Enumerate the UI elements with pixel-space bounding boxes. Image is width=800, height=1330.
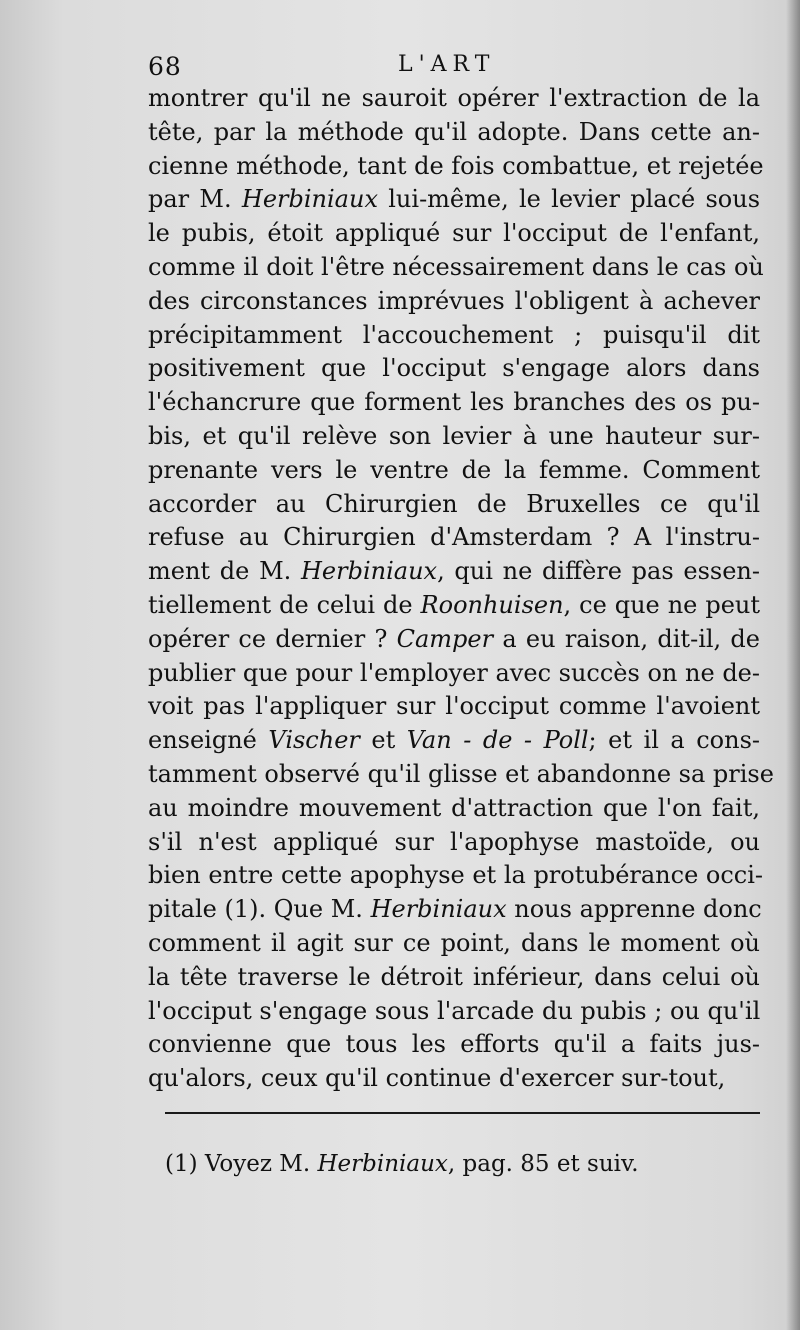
italic-segment: Herbiniaux bbox=[370, 895, 507, 924]
text-segment: lui-même, le levier placé sous bbox=[377, 185, 761, 214]
text-line bbox=[148, 217, 760, 251]
text-segment: bis, et qu'il relève son levier à une hauteur sur- bbox=[148, 421, 760, 450]
text-segment: publier que pour l'employer avec succès on ne de- bbox=[148, 658, 760, 687]
text-line bbox=[148, 859, 764, 893]
text-line bbox=[148, 82, 760, 116]
text-line bbox=[148, 826, 760, 860]
text-segment: ment de M. bbox=[148, 557, 301, 586]
text-segment: opérer ce dernier ? bbox=[148, 624, 397, 653]
text-line bbox=[148, 319, 760, 353]
text-segment: enseigné bbox=[148, 726, 269, 755]
text-segment: ; et il a cons- bbox=[588, 726, 761, 755]
text-segment: voit pas l'appliquer sur l'occiput comme l'avoient bbox=[148, 692, 760, 721]
text-segment: , qui ne diffère pas essen- bbox=[437, 557, 760, 586]
italic-segment: Roonhuisen bbox=[420, 590, 564, 619]
italic-segment: Van - de - Poll bbox=[406, 726, 589, 755]
footnote-rule bbox=[165, 1112, 760, 1114]
text-line bbox=[148, 420, 760, 454]
text-segment: la tête traverse le détroit inférieur, dans celui où bbox=[148, 962, 760, 991]
text-line bbox=[148, 1062, 760, 1096]
footnote-text-before: Voyez M. bbox=[197, 1151, 318, 1177]
text-line bbox=[148, 657, 760, 691]
text-line bbox=[148, 690, 760, 724]
text-line bbox=[148, 454, 760, 488]
footnote-marker: (1) bbox=[165, 1151, 198, 1177]
text-segment: l'occiput s'engage sous l'arcade du pubis ; ou qu'il bbox=[148, 996, 761, 1025]
text-line bbox=[148, 758, 774, 792]
text-line bbox=[148, 285, 760, 319]
page-edge-shadow bbox=[786, 0, 800, 1330]
text-segment: a eu raison, dit-il, de bbox=[493, 624, 761, 653]
text-segment: bien entre cette apophyse et la protubérance occi- bbox=[148, 861, 764, 890]
text-line bbox=[148, 589, 760, 623]
text-line bbox=[148, 623, 760, 657]
text-segment: tête, par la méthode qu'il adopte. Dans cette an- bbox=[148, 117, 760, 146]
text-segment: pitale (1). Que M. bbox=[148, 895, 371, 924]
text-segment: accorder au Chirurgien de Bruxelles ce qu'il bbox=[148, 489, 760, 518]
text-line bbox=[148, 961, 760, 995]
italic-segment: Camper bbox=[396, 624, 494, 653]
footnote-italic-name: Herbiniaux bbox=[317, 1151, 448, 1177]
text-line bbox=[148, 251, 764, 285]
text-line bbox=[148, 183, 760, 217]
text-segment: refuse au Chirurgien d'Amsterdam ? A l'instru- bbox=[148, 523, 760, 552]
text-line bbox=[148, 116, 760, 150]
text-segment: précipitamment l'accouchement ; puisqu'il dit bbox=[148, 320, 760, 349]
text-line bbox=[148, 555, 760, 589]
text-segment: comment il agit sur ce point, dans le moment où bbox=[148, 928, 760, 957]
text-segment: , ce que ne peut bbox=[563, 590, 760, 619]
text-line bbox=[148, 352, 760, 386]
body-text bbox=[148, 82, 774, 1096]
page-number: 68 bbox=[148, 52, 182, 81]
text-segment: nous apprenne donc bbox=[506, 895, 762, 924]
text-segment: tiellement de celui de bbox=[148, 590, 421, 619]
text-segment: cienne méthode, tant de fois combattue, et rejetée bbox=[148, 151, 764, 180]
text-line bbox=[148, 995, 760, 1029]
text-segment: s'il n'est appliqué sur l'apophyse mastoïde, ou bbox=[148, 827, 760, 856]
footnote bbox=[165, 1147, 765, 1181]
text-segment: des circonstances imprévues l'obligent à achever bbox=[148, 286, 760, 315]
text-segment: comme il doit l'être nécessairement dans le cas où bbox=[148, 252, 764, 281]
italic-segment: Herbiniaux bbox=[241, 185, 378, 214]
text-segment: le pubis, étoit appliqué sur l'occiput de l'enfant, bbox=[148, 219, 760, 248]
text-line bbox=[148, 386, 760, 420]
text-line bbox=[148, 521, 760, 555]
text-segment: tamment observé qu'il glisse et abandonne sa prise bbox=[148, 759, 774, 788]
text-line bbox=[148, 1028, 760, 1062]
text-line bbox=[148, 792, 760, 826]
text-line bbox=[148, 927, 760, 961]
text-segment: qu'alors, ceux qu'il continue d'exercer sur-tout, bbox=[148, 1064, 726, 1093]
text-segment: montrer qu'il ne sauroit opérer l'extraction de la bbox=[148, 84, 760, 112]
text-segment: au moindre mouvement d'attraction que l'on fait, bbox=[148, 793, 760, 822]
text-segment: positivement que l'occiput s'engage alors dans bbox=[148, 354, 760, 383]
text-segment: convienne que tous les efforts qu'il a faits jus- bbox=[148, 1030, 760, 1059]
text-segment: prenante vers le ventre de la femme. Comment bbox=[148, 455, 760, 484]
text-segment: l'échancrure que forment les branches des os pu- bbox=[148, 388, 760, 417]
italic-segment: Vischer bbox=[268, 726, 360, 755]
footnote-text-after: , pag. 85 et suiv. bbox=[447, 1151, 639, 1177]
text-segment: et bbox=[359, 726, 407, 755]
text-segment: par M. bbox=[148, 185, 242, 214]
italic-segment: Herbiniaux bbox=[300, 557, 438, 586]
running-title: L'ART bbox=[398, 52, 496, 77]
text-line bbox=[148, 488, 760, 522]
text-line bbox=[148, 724, 760, 758]
text-line bbox=[148, 150, 764, 184]
text-line bbox=[148, 893, 760, 927]
